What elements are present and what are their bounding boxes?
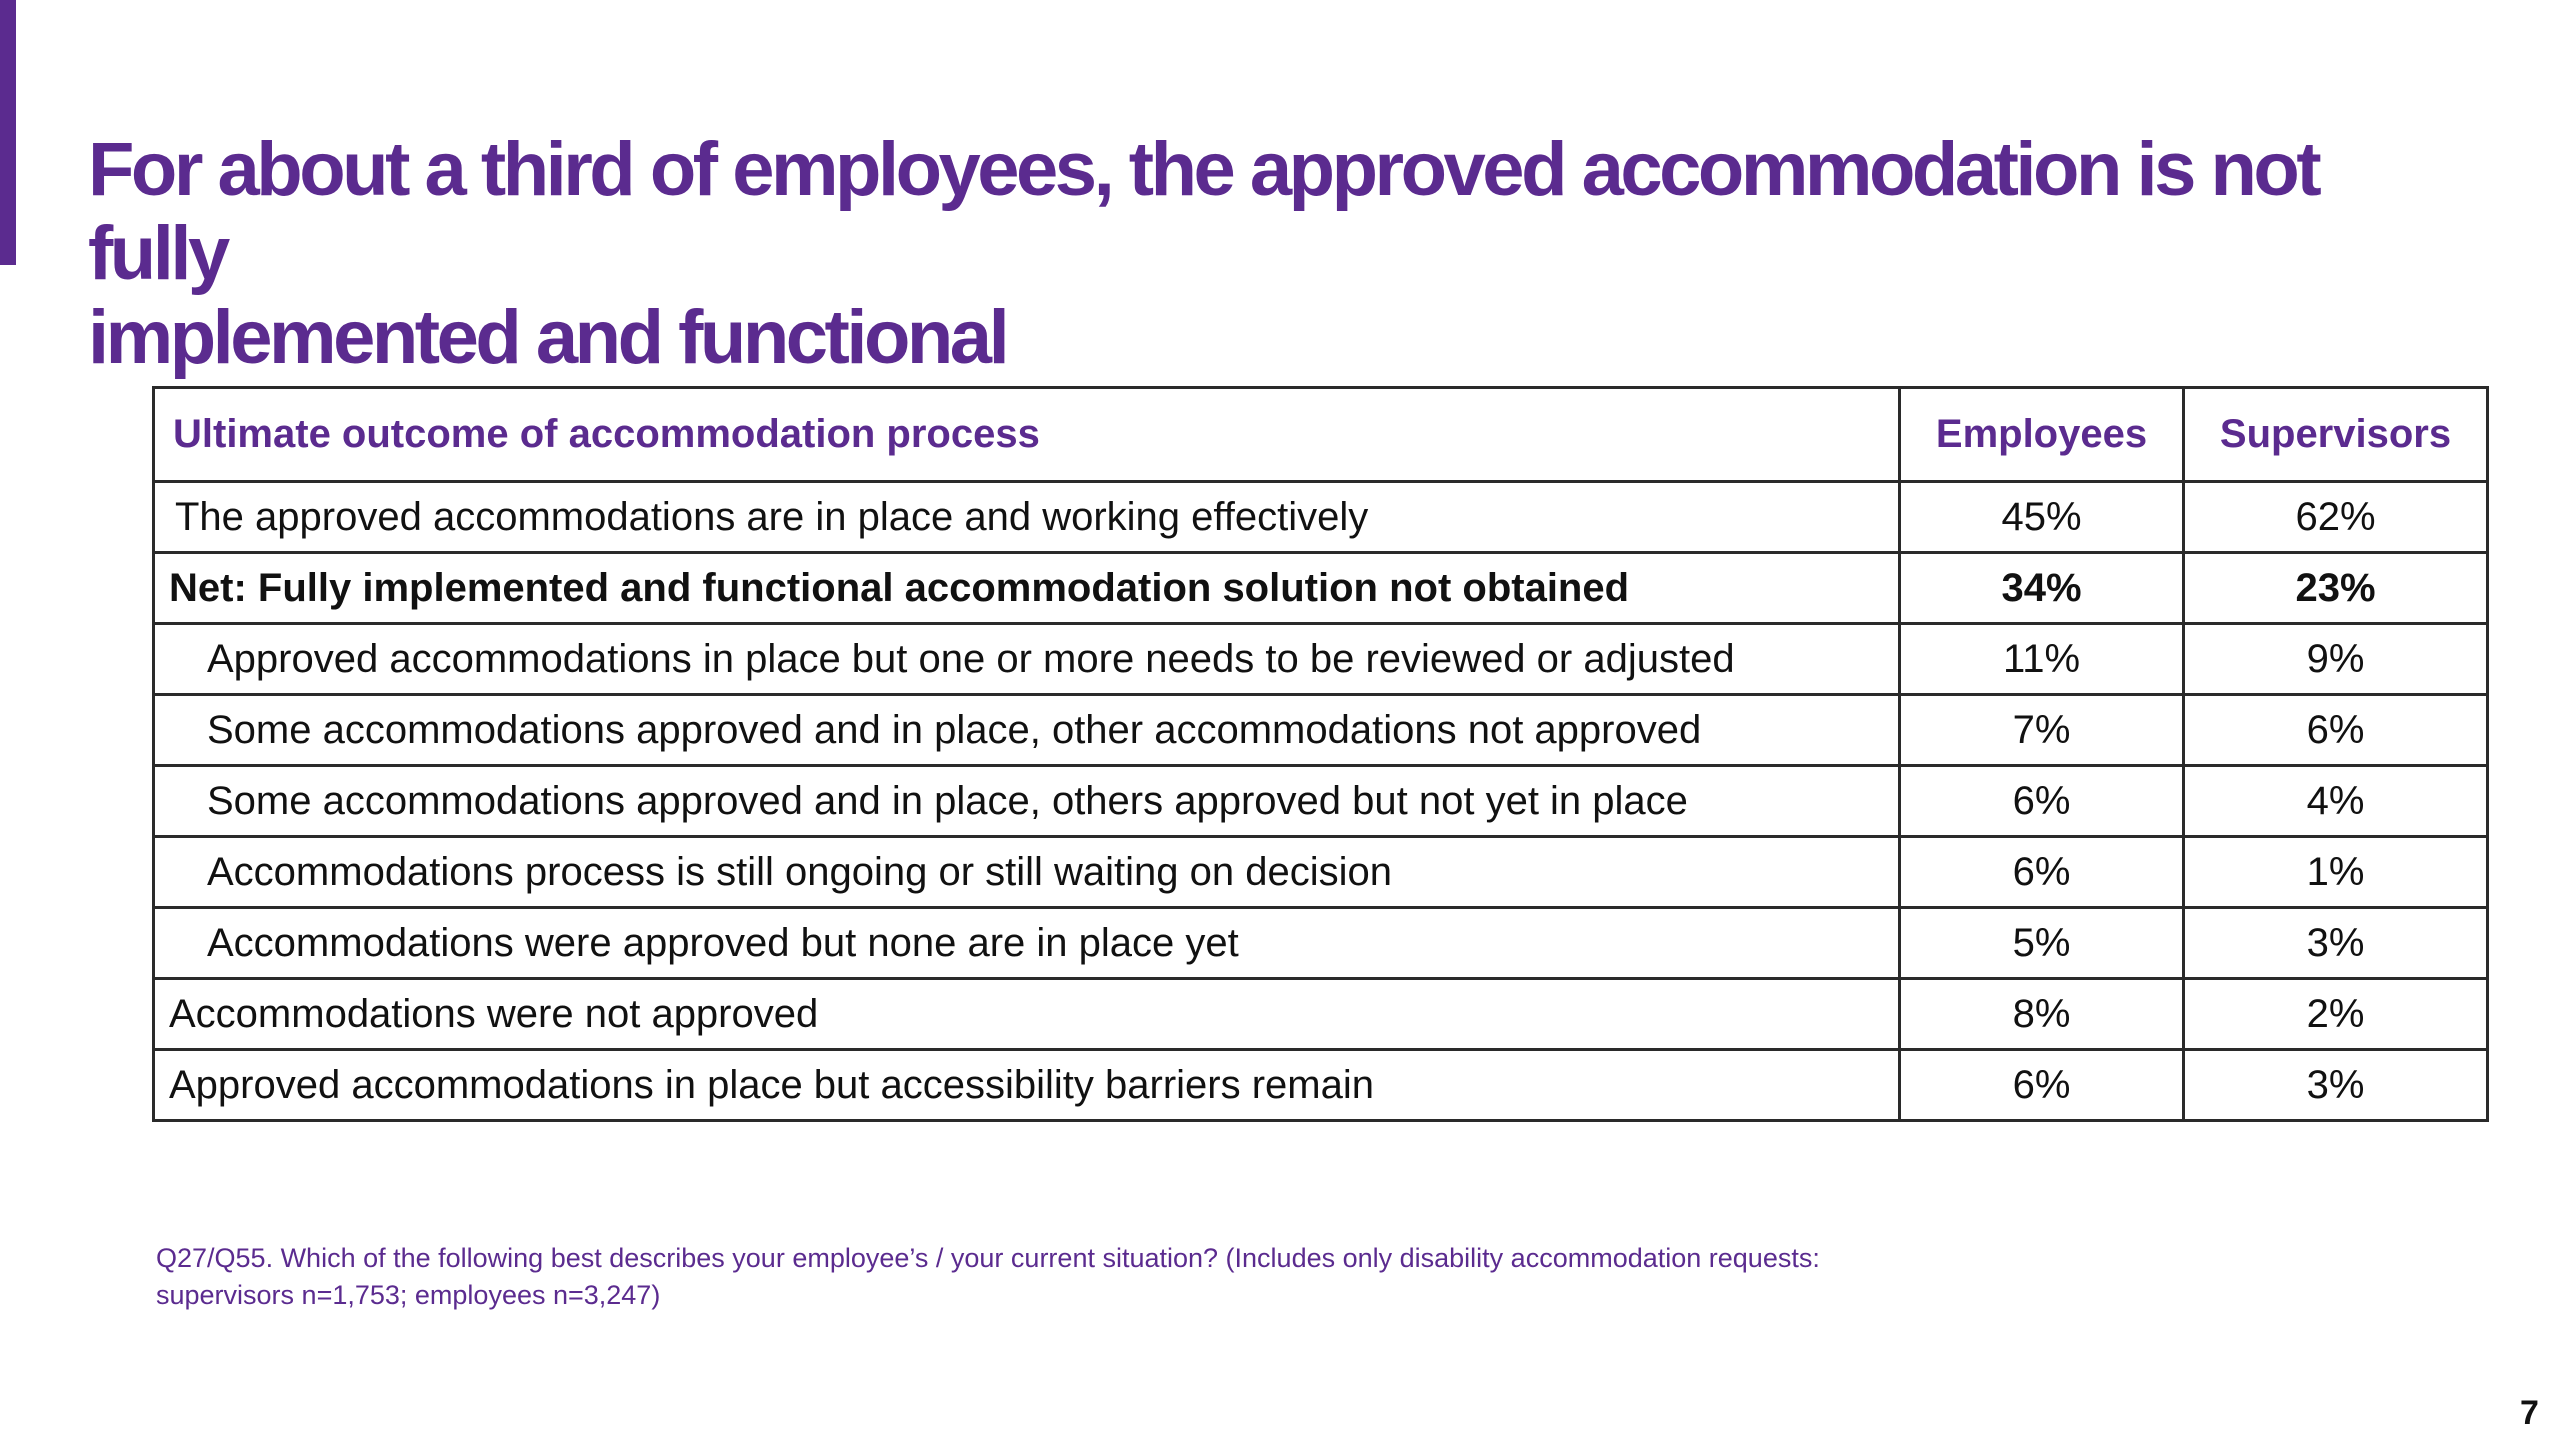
supervisors-value: 3% bbox=[2184, 1050, 2488, 1121]
employees-value: 6% bbox=[1900, 766, 2184, 837]
column-header-employees: Employees bbox=[1900, 388, 2184, 482]
row-label: Approved accommodations in place but accessibility barriers remain bbox=[154, 1050, 1900, 1121]
row-label: Net: Fully implemented and functional accommodation solution not obtained bbox=[154, 553, 1900, 624]
employees-value: 6% bbox=[1900, 1050, 2184, 1121]
footnote bbox=[156, 1240, 2356, 1314]
footnote-line-2: supervisors n=1,753; employees n=3,247) bbox=[156, 1280, 661, 1310]
supervisors-value: 62% bbox=[2184, 482, 2488, 553]
row-label: Accommodations were approved but none are in place yet bbox=[154, 908, 1900, 979]
row-label: Accommodations process is still ongoing or still waiting on decision bbox=[154, 837, 1900, 908]
table-row bbox=[154, 695, 2488, 766]
supervisors-value: 6% bbox=[2184, 695, 2488, 766]
table-row bbox=[154, 1050, 2488, 1121]
slide-title-line-2: implemented and functional bbox=[88, 295, 1007, 380]
table-header-row bbox=[154, 388, 2488, 482]
employees-value: 45% bbox=[1900, 482, 2184, 553]
column-header-supervisors: Supervisors bbox=[2184, 388, 2488, 482]
table-row bbox=[154, 837, 2488, 908]
supervisors-value: 23% bbox=[2184, 553, 2488, 624]
slide-title bbox=[88, 128, 2468, 380]
supervisors-value: 1% bbox=[2184, 837, 2488, 908]
footnote-line-1: Q27/Q55. Which of the following best describes your employee’s / your current situation? (Includes only disability accommodation requests: bbox=[156, 1243, 1820, 1273]
table-row bbox=[154, 766, 2488, 837]
employees-value: 5% bbox=[1900, 908, 2184, 979]
employees-value: 11% bbox=[1900, 624, 2184, 695]
table-row-net bbox=[154, 553, 2488, 624]
employees-value: 8% bbox=[1900, 979, 2184, 1050]
supervisors-value: 2% bbox=[2184, 979, 2488, 1050]
row-label: Accommodations were not approved bbox=[154, 979, 1900, 1050]
table-row bbox=[154, 979, 2488, 1050]
row-label: Some accommodations approved and in place, other accommodations not approved bbox=[154, 695, 1900, 766]
accommodation-outcome-table bbox=[152, 386, 2489, 1122]
row-label: Approved accommodations in place but one or more needs to be reviewed or adjusted bbox=[154, 624, 1900, 695]
title-accent-bar bbox=[0, 0, 16, 265]
page-number: 7 bbox=[2520, 1394, 2539, 1432]
employees-value: 7% bbox=[1900, 695, 2184, 766]
slide-title-line-1: For about a third of employees, the approved accommodation is not fully bbox=[88, 127, 2319, 296]
employees-value: 6% bbox=[1900, 837, 2184, 908]
row-label: Some accommodations approved and in place, others approved but not yet in place bbox=[154, 766, 1900, 837]
column-header-outcome: Ultimate outcome of accommodation process bbox=[154, 388, 1900, 482]
table-row bbox=[154, 482, 2488, 553]
table-row bbox=[154, 908, 2488, 979]
supervisors-value: 4% bbox=[2184, 766, 2488, 837]
employees-value: 34% bbox=[1900, 553, 2184, 624]
supervisors-value: 3% bbox=[2184, 908, 2488, 979]
table-row bbox=[154, 624, 2488, 695]
supervisors-value: 9% bbox=[2184, 624, 2488, 695]
row-label: The approved accommodations are in place and working effectively bbox=[154, 482, 1900, 553]
